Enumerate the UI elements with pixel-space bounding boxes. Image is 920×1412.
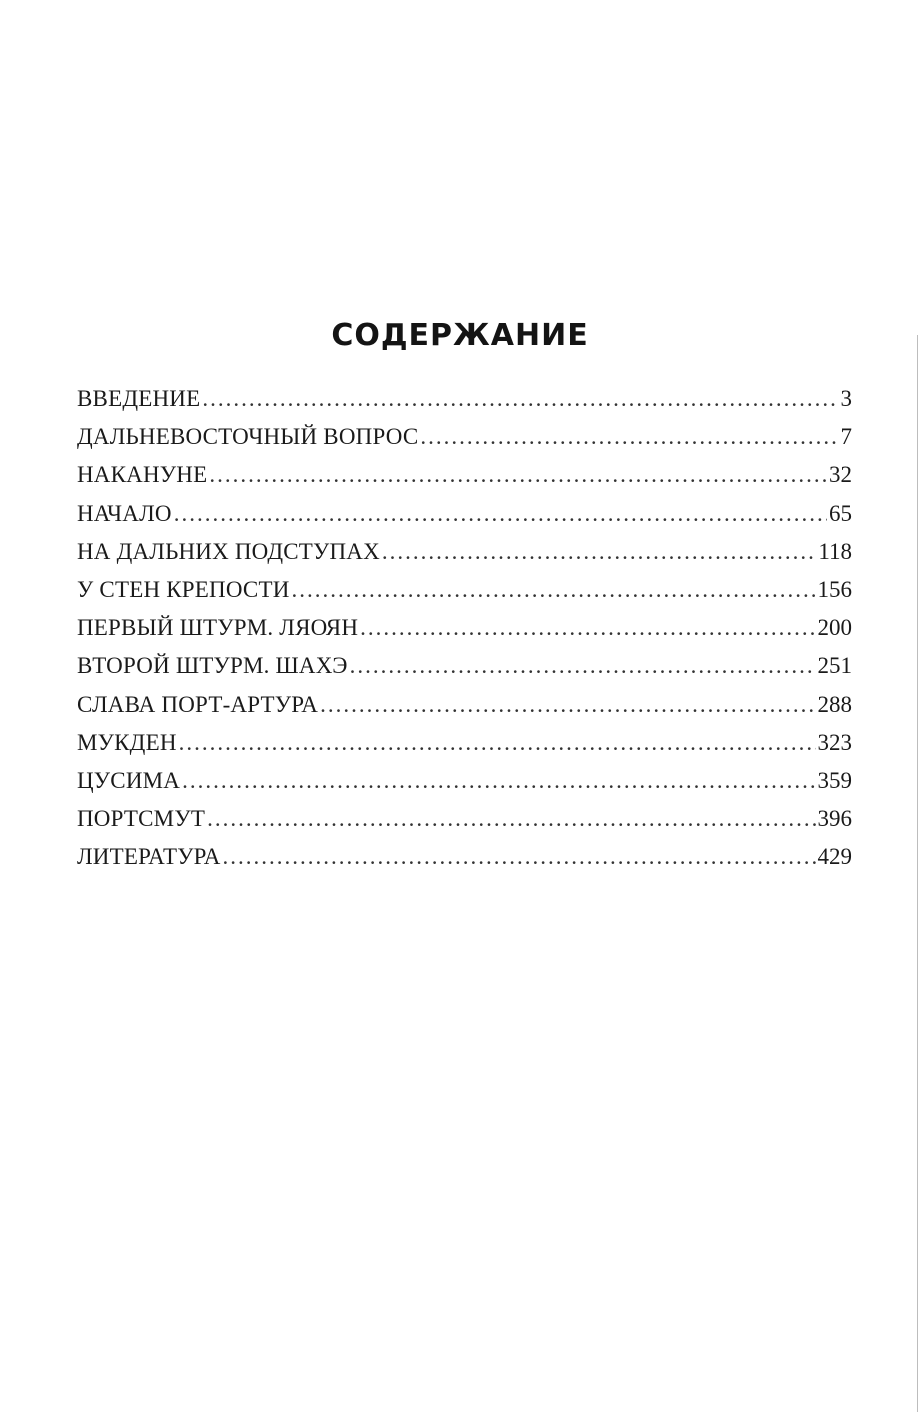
toc-entry-page: 156 [817,576,852,602]
toc-title: СОДЕРЖАНИЕ [331,318,589,353]
toc-entry[interactable] [77,647,852,685]
toc-entry-page: 323 [817,729,852,755]
toc-entry-title: ЛИТЕРАТУРА [77,844,221,870]
dot-leader [420,418,838,456]
toc-entry[interactable] [77,495,852,533]
dot-leader [382,533,816,571]
toc-entry-title: СЛАВА ПОРТ-АРТУРА [77,691,319,717]
toc-entry[interactable] [77,380,852,418]
toc-entry-title: ПЕРВЫЙ ШТУРМ. ЛЯОЯН [77,615,359,641]
toc-entry-title: У СТЕН КРЕПОСТИ [77,576,290,602]
dot-leader [292,571,816,609]
toc-entry-title: НА ДАЛЬНИХ ПОДСТУПАХ [77,538,380,564]
dot-leader [320,686,815,724]
toc-entry-page: 3 [840,386,852,411]
toc-entry[interactable] [77,456,852,494]
toc-list [77,380,852,876]
toc-entry-page: 65 [829,500,852,526]
toc-entry-page: 251 [817,653,852,679]
toc-entry-title: МУКДЕН [77,729,177,755]
dot-leader [202,380,838,418]
toc-entry-page: 118 [818,538,852,564]
toc-entry-title: ПОРТСМУТ [77,806,206,832]
toc-entry[interactable] [77,838,852,876]
dot-leader [360,609,815,647]
toc-entry-page: 32 [829,462,852,488]
dot-leader [174,495,827,533]
toc-entry-page: 429 [817,844,852,870]
toc-entry[interactable] [77,533,852,571]
dot-leader [207,800,815,838]
toc-entry-title: ВВЕДЕНИЕ [77,386,201,411]
dot-leader [209,456,827,494]
toc-entry-page: 359 [817,767,852,793]
toc-entry[interactable] [77,418,852,456]
toc-entry-page: 288 [817,691,852,717]
toc-entry-title: НАКАНУНЕ [77,462,208,488]
toc-entry-title: ЦУСИМА [77,767,181,793]
toc-entry[interactable] [77,609,852,647]
toc-entry[interactable] [77,762,852,800]
page-edge-line [917,335,918,1412]
toc-entry[interactable] [77,800,852,838]
toc-entry-page: 396 [817,806,852,832]
toc-entry[interactable] [77,571,852,609]
toc-entry[interactable] [77,724,852,762]
dot-leader [350,647,816,685]
dot-leader [223,838,816,876]
toc-entry-title: ДАЛЬНЕВОСТОЧНЫЙ ВОПРОС [77,424,419,450]
toc-entry-title: ВТОРОЙ ШТУРМ. ШАХЭ [77,653,348,679]
dot-leader [182,762,815,800]
dot-leader [179,724,816,762]
toc-entry-page: 200 [817,615,852,641]
toc-entry-title: НАЧАЛО [77,500,172,526]
toc-entry-page: 7 [840,424,852,450]
toc-entry[interactable] [77,686,852,724]
